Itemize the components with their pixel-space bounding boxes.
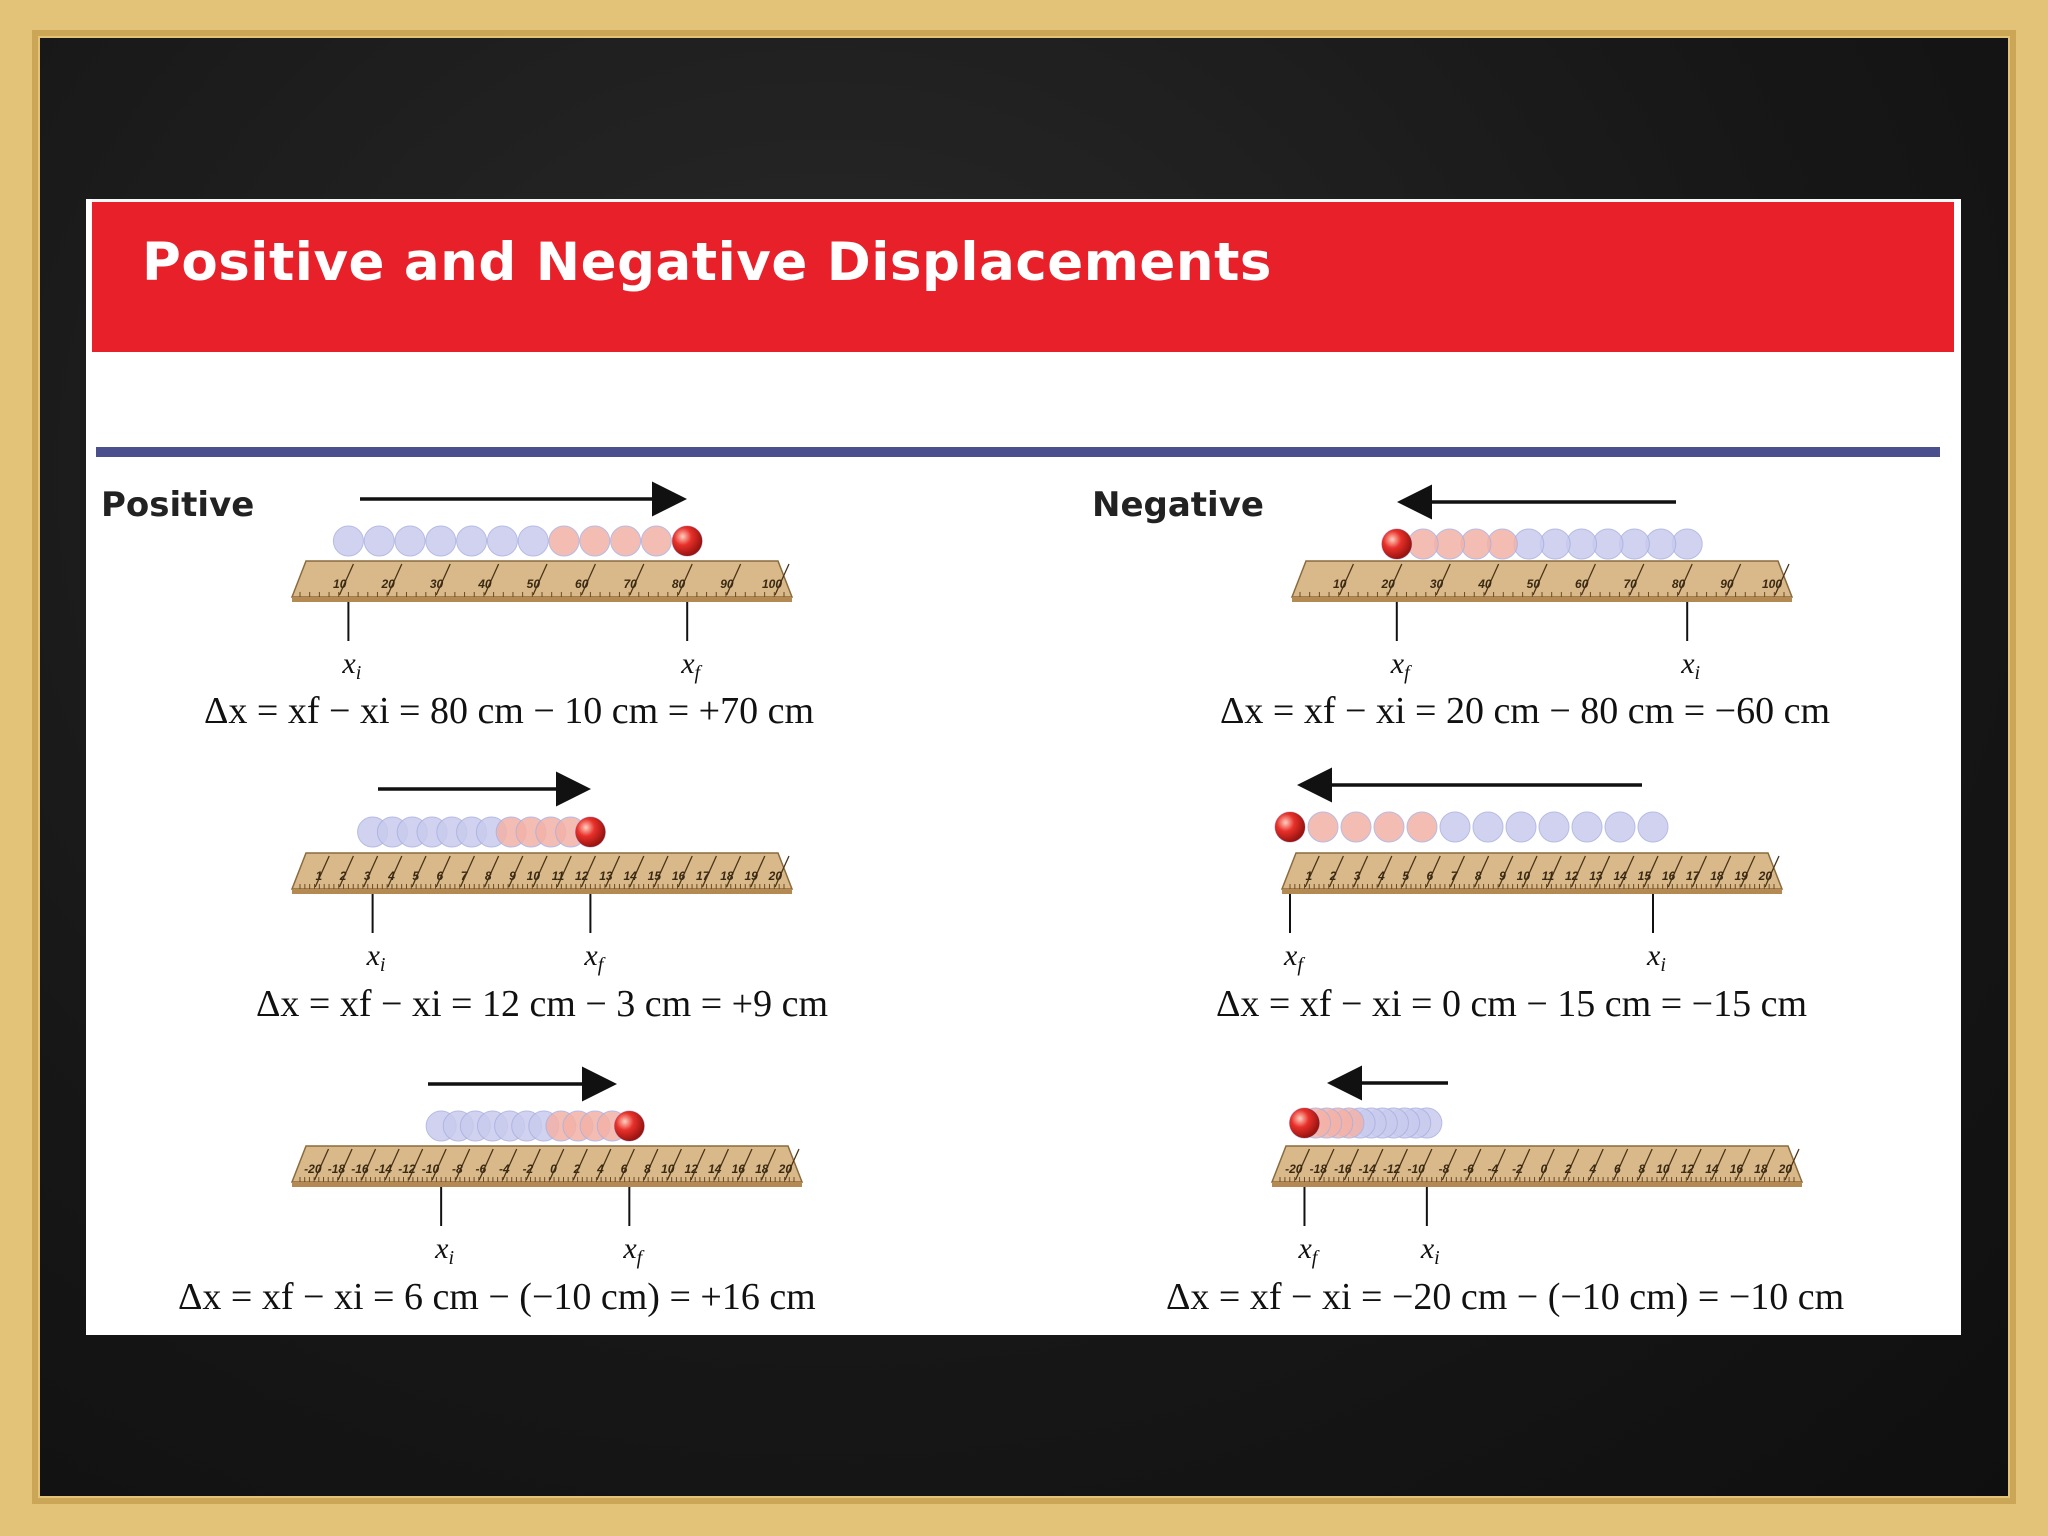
- x-initial-label: $x_i$: [1420, 1232, 1440, 1269]
- ruler-tick-label: -4: [499, 1162, 510, 1176]
- ball-trail: [364, 526, 394, 556]
- ruler-tick-label: 18: [755, 1162, 769, 1176]
- ruler-tick-label: 14: [1613, 869, 1627, 883]
- ruler-tick-label: 20: [768, 869, 782, 883]
- slide-title: Positive and Negative Displacements: [142, 232, 1272, 293]
- ruler-tick-label: 9: [1499, 869, 1506, 883]
- ruler-tick-label: 12: [575, 869, 589, 883]
- panel-n2: [1275, 785, 1782, 976]
- ball-trail: [1407, 812, 1437, 842]
- ruler-tick-label: -2: [522, 1162, 534, 1176]
- ruler-tick-label: 50: [1526, 577, 1540, 591]
- ball-trail: [1572, 812, 1602, 842]
- x-initial-label: $x_i$: [342, 647, 362, 684]
- displacement-illustrations: [86, 199, 1961, 1335]
- ruler-tick-label: 18: [1710, 869, 1724, 883]
- ball-trail: [1506, 812, 1536, 842]
- equation-p3: Δx = xf − xi = 6 cm − (−10 cm) = +16 cm: [178, 1276, 816, 1318]
- ruler-tick-label: -2: [1512, 1162, 1523, 1176]
- ruler-tick-label: 4: [597, 1162, 604, 1176]
- ruler-tick-label: 12: [1680, 1162, 1695, 1176]
- ruler-tick-label: 40: [1478, 577, 1492, 591]
- x-final-label: $x_f$: [584, 939, 604, 976]
- ruler-tick-label: -20: [304, 1162, 322, 1176]
- ruler-tick-label: 90: [720, 577, 734, 591]
- ruler-tick-label: 8: [484, 869, 492, 883]
- ruler-tick-label: 7: [1450, 869, 1458, 883]
- ruler: [1292, 561, 1792, 597]
- ruler-tick-label: 8: [644, 1162, 651, 1176]
- ruler-tick-label: 12: [684, 1162, 698, 1176]
- ball: [1275, 812, 1305, 842]
- x-final-label: $x_f$: [1298, 1232, 1318, 1269]
- ball-trail: [1540, 529, 1570, 559]
- x-initial-label: $x_i$: [1681, 647, 1701, 684]
- ball-trail: [426, 526, 456, 556]
- ruler-tick-label: 2: [339, 869, 347, 883]
- equation-p2: Δx = xf − xi = 12 cm − 3 cm = +9 cm: [256, 983, 829, 1025]
- ball-trail: [1487, 529, 1517, 559]
- ruler-tick-label: 80: [1671, 577, 1686, 591]
- x-final-label: $x_f$: [623, 1232, 643, 1269]
- ruler-tick-label: 5: [412, 869, 419, 883]
- ruler-tick-label: 70: [623, 577, 637, 591]
- ruler-tick-label: 5: [1402, 869, 1409, 883]
- x-final-label: $x_f$: [1390, 647, 1410, 684]
- ruler: [292, 561, 792, 597]
- ruler-tick-label: 11: [551, 869, 565, 883]
- ruler-tick-label: 30: [1429, 577, 1444, 591]
- ball-trail: [1461, 529, 1491, 559]
- equation-n3: Δx = xf − xi = −20 cm − (−10 cm) = −10 cm: [1166, 1276, 1845, 1318]
- ball-trail: [1646, 529, 1676, 559]
- ruler-tick-label: 17: [696, 869, 710, 883]
- ruler-tick-label: -14: [374, 1162, 393, 1176]
- ruler-tick-label: 12: [1565, 869, 1579, 883]
- ruler-tick-label: 8: [1474, 869, 1482, 883]
- ruler-tick-label: 20: [381, 577, 395, 591]
- ruler-tick-label: -18: [327, 1162, 346, 1176]
- x-initial-label: $x_i$: [366, 939, 386, 976]
- ball-trail: [333, 526, 363, 556]
- ruler-tick-label: 2: [1329, 869, 1337, 883]
- ruler-tick-label: 14: [708, 1162, 722, 1176]
- ruler-tick-label: -16: [351, 1162, 369, 1176]
- ruler-tick-label: 13: [599, 869, 613, 883]
- ruler-tick-label: 2: [1565, 1162, 1572, 1176]
- ruler-tick-label: 19: [744, 869, 758, 883]
- ball-trail: [1539, 812, 1569, 842]
- panel-p3: [292, 1084, 802, 1269]
- ball-trail: [1308, 812, 1338, 842]
- ruler-tick-label: 16: [1729, 1162, 1744, 1176]
- ruler-tick-label: 10: [1333, 577, 1347, 591]
- panel-n3: [1272, 1083, 1802, 1269]
- ruler-tick-label: -18: [1309, 1162, 1327, 1176]
- ruler-tick-label: 40: [478, 577, 492, 591]
- ball-trail: [457, 526, 487, 556]
- ruler-tick-label: 1: [1305, 869, 1313, 883]
- ruler-tick-label: 16: [731, 1162, 745, 1176]
- ruler-tick-label: 70: [1623, 577, 1637, 591]
- ruler-tick-label: -8: [1438, 1162, 1450, 1176]
- ruler-tick-label: -8: [451, 1162, 463, 1176]
- ruler-tick-label: -4: [1487, 1162, 1499, 1176]
- ruler-tick-label: 4: [1589, 1162, 1597, 1176]
- ruler-tick-label: -6: [475, 1162, 487, 1176]
- ruler-tick-label: 10: [526, 869, 540, 883]
- positive-heading: Positive: [101, 485, 255, 525]
- ball-trail: [1605, 812, 1635, 842]
- negative-heading: Negative: [1092, 485, 1264, 525]
- ball-trail: [487, 526, 517, 556]
- ruler-tick-label: 20: [1778, 1162, 1792, 1176]
- ruler-tick-label: -20: [1285, 1162, 1303, 1176]
- ruler-tick-label: 80: [671, 577, 686, 591]
- ruler-tick-label: 60: [575, 577, 589, 591]
- x-final-label: $x_f$: [1284, 939, 1303, 976]
- ruler-tick-label: 20: [1758, 869, 1772, 883]
- equation-n2: Δx = xf − xi = 0 cm − 15 cm = −15 cm: [1216, 983, 1808, 1025]
- ball: [614, 1111, 644, 1141]
- ball-trail: [1619, 529, 1649, 559]
- ruler-tick-label: 100: [1761, 577, 1782, 591]
- ruler-tick-label: 17: [1686, 869, 1700, 883]
- ball-trail: [1374, 812, 1404, 842]
- x-initial-label: $x_i$: [435, 1232, 455, 1269]
- panel-p1: [292, 499, 792, 684]
- ruler-tick-label: 15: [1637, 869, 1651, 883]
- x-final-label: $x_f$: [681, 647, 701, 684]
- ruler-tick-label: 6: [620, 1162, 628, 1176]
- ball-trail: [1514, 529, 1544, 559]
- ball-trail: [518, 526, 548, 556]
- ball-trail: [1672, 529, 1702, 559]
- ball-trail: [1567, 529, 1597, 559]
- ball-trail: [395, 526, 425, 556]
- ruler-tick-label: 6: [1613, 1162, 1621, 1176]
- ball: [575, 817, 605, 847]
- ruler-tick-label: 11: [1541, 869, 1555, 883]
- ruler-tick-label: 2: [573, 1162, 581, 1176]
- ruler-tick-label: 0: [1540, 1162, 1548, 1176]
- x-initial-label: $x_i$: [1647, 939, 1666, 976]
- ball-trail: [641, 526, 671, 556]
- ball-trail: [1473, 812, 1503, 842]
- ruler-tick-label: 19: [1734, 869, 1748, 883]
- ruler-tick-label: 10: [333, 577, 347, 591]
- ruler-tick-label: 4: [388, 869, 395, 883]
- ruler-tick-label: -10: [1407, 1162, 1425, 1176]
- ruler-tick-label: 7: [460, 869, 468, 883]
- panel-p2: [292, 789, 792, 976]
- ball-trail: [1638, 812, 1668, 842]
- ball-trail: [580, 526, 610, 556]
- ball-trail: [1341, 812, 1371, 842]
- ball: [1382, 529, 1412, 559]
- ruler-tick-label: 16: [1661, 869, 1676, 883]
- ruler-tick-label: -10: [421, 1162, 440, 1176]
- ruler-tick-label: -14: [1358, 1162, 1376, 1176]
- equation-p1: Δx = xf − xi = 80 cm − 10 cm = +70 cm: [204, 690, 815, 732]
- ruler-tick-label: 14: [623, 869, 637, 883]
- ruler-tick-label: 10: [1516, 869, 1530, 883]
- ruler-tick-label: 16: [671, 869, 686, 883]
- ruler-tick-label: 8: [1638, 1162, 1646, 1176]
- ball-trail: [1408, 529, 1438, 559]
- ruler-tick-label: 100: [761, 577, 782, 591]
- ruler-tick-label: 4: [1378, 869, 1385, 883]
- ball-trail: [1593, 529, 1623, 559]
- ruler-tick-label: 10: [1656, 1162, 1670, 1176]
- ruler-tick-label: 90: [1720, 577, 1734, 591]
- ruler-tick-label: 18: [720, 869, 734, 883]
- ruler-tick-label: 9: [509, 869, 516, 883]
- ball: [1289, 1108, 1319, 1138]
- ruler-tick-label: 20: [778, 1162, 792, 1176]
- ruler-tick-label: 50: [526, 577, 540, 591]
- ruler-tick-label: 3: [363, 869, 371, 883]
- ball-trail: [611, 526, 641, 556]
- ruler-tick-label: -6: [1463, 1162, 1474, 1176]
- ruler-tick-label: -12: [1383, 1162, 1401, 1176]
- ruler-tick-label: 0: [550, 1162, 557, 1176]
- ruler-tick-label: 30: [429, 577, 444, 591]
- ball: [672, 526, 702, 556]
- ruler-tick-label: 15: [647, 869, 661, 883]
- ruler-tick-label: -12: [398, 1162, 416, 1176]
- ruler-tick-label: 60: [1575, 577, 1589, 591]
- ruler-tick-label: 6: [436, 869, 444, 883]
- ruler-tick-label: 18: [1754, 1162, 1768, 1176]
- ruler-tick-label: 14: [1705, 1162, 1719, 1176]
- ball-trail: [549, 526, 579, 556]
- panel-n1: [1292, 502, 1792, 684]
- ball-trail: [1440, 812, 1470, 842]
- slide: [86, 199, 1961, 1335]
- ruler-tick-label: 1: [315, 869, 323, 883]
- ruler-tick-label: 20: [1381, 577, 1395, 591]
- ruler-tick-label: 3: [1353, 869, 1361, 883]
- ruler-tick-label: 13: [1589, 869, 1603, 883]
- ruler-tick-label: -16: [1334, 1162, 1352, 1176]
- ruler-tick-label: 6: [1426, 869, 1434, 883]
- equation-n1: Δx = xf − xi = 20 cm − 80 cm = −60 cm: [1220, 690, 1831, 732]
- ball-trail: [1435, 529, 1465, 559]
- ruler-tick-label: 10: [661, 1162, 675, 1176]
